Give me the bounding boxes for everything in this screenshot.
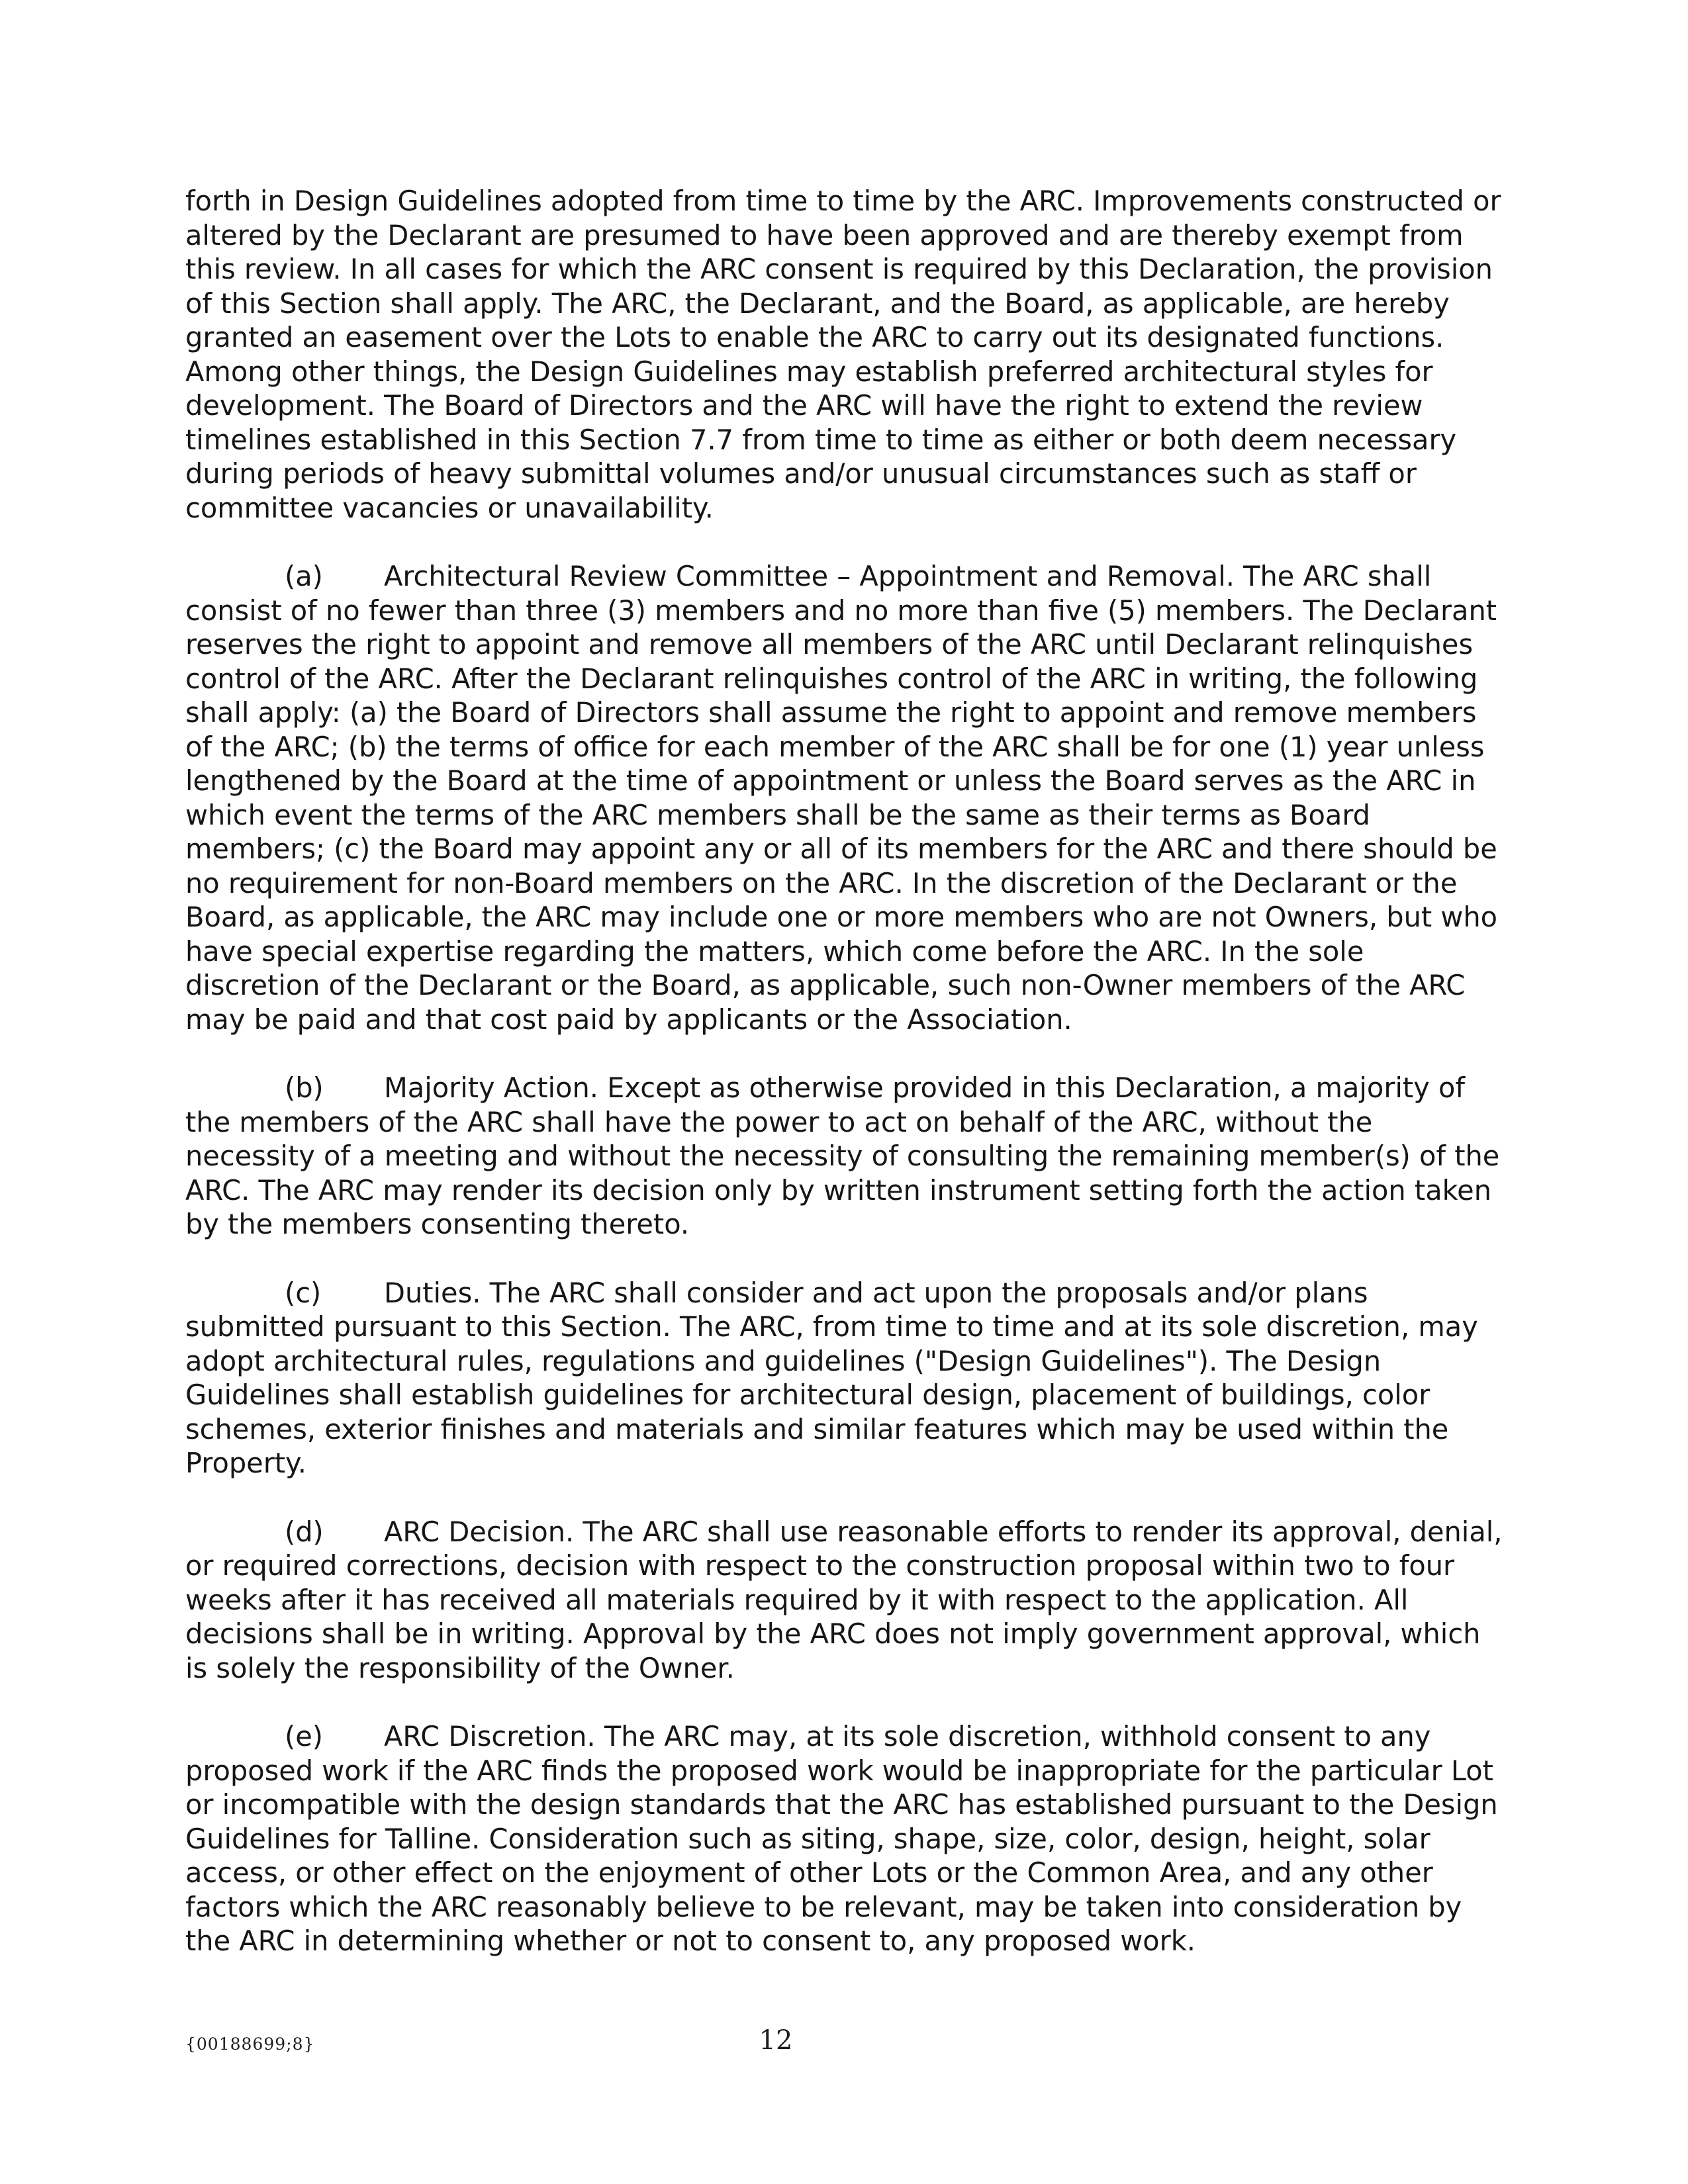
section-e-title: ARC Discretion. [384,1720,596,1752]
section-a-paragraph [185,559,1503,1036]
section-c-paragraph [185,1276,1503,1480]
section-b-title: Majority Action. [384,1071,598,1104]
section-c-text: The ARC shall consider and act upon the proposals and/or plans submitted pursuant to this Section. The ARC, from time to time and at its sole discretion, may adopt architectural rules, regulations and guidelines ("Design Guidelines"). The Design Guidelines shall establish guidelines for architectural design, placement of buildings, color schemes, exterior finishes and materials and similar features which may be used within the Property. [185,1276,1478,1479]
section-b-label: (b) [285,1071,324,1104]
section-c-label: (c) [285,1276,322,1309]
section-b-text: Except as otherwise provided in this Declaration, a majority of the members of the ARC shall have the power to act on behalf of the ARC, without the necessity of a meeting and without the necessity of consulting the remaining member(s) of the ARC. The ARC may render its decision only by written instrument setting forth the action taken by the members consenting thereto. [185,1071,1500,1240]
section-a-label: (a) [285,560,323,592]
intro-paragraph: forth in Design Guidelines adopted from time to time by the ARC. Improvements constructed or altered by the Declarant are presumed to have been approved and are thereby exempt from this review. In all cases for which the ARC consent is required by this Declaration, the provision of this Section shall apply. The ARC, the Declarant, and the Board, as applicable, are hereby granted an easement over the Lots to enable the ARC to carry out its designated functions. Among other things, the Design Guidelines may establish preferred architectural styles for development. The Board of Directors and the ARC will have the right to extend the review timelines established in this Section 7.7 from time to time as either or both deem necessary during periods of heavy submittal volumes and/or unusual circumstances such as staff or committee vacancies or unavailability. [185,185,1501,524]
section-d-title: ARC Decision. [384,1515,575,1548]
document-code: {00188699;8} [185,2034,315,2054]
document-body [185,184,1503,1993]
section-e-text: The ARC may, at its sole discretion, withhold consent to any proposed work if the ARC finds the proposed work would be inappropriate for the particular Lot or incompatible with the design standards that the ARC has established pursuant to the Design Guidelines for Talline. Consideration such as siting, shape, size, color, design, height, solar access, or other effect on the enjoyment of other Lots or the Common Area, and any other factors which the ARC reasonably believe to be relevant, may be taken into consideration by the ARC in determining whether or not to consent to, any proposed work. [185,1720,1498,1957]
section-b-paragraph [185,1071,1503,1242]
section-a-title: Architectural Review Committee – Appointment and Removal. [384,560,1235,592]
section-e-paragraph [185,1719,1503,1958]
page-number: 12 [759,2025,793,2056]
section-d-text: The ARC shall use reasonable efforts to render its approval, denial, or required corrections, decision with respect to the construction proposal within two to four weeks after it has received all materials required by it with respect to the application. All decisions shall be in writing. Approval by the ARC does not imply government approval, which is solely the responsibility of the Owner. [185,1515,1503,1684]
section-c-title: Duties. [384,1276,481,1309]
section-a-text: The ARC shall consist of no fewer than three (3) members and no more than five (5) members. The Declarant reserves the right to appoint and remove all members of the ARC until Declarant relinquishes control of the ARC. After the Declarant relinquishes control of the ARC in writing, the following shall apply: (a) the Board of Directors shall assume the right to appoint and remove members of the ARC; (b) the terms of office for each member of the ARC shall be for one (1) year unless lengthened by the Board at the time of appointment or unless the Board serves as the ARC in which event the terms of the ARC members shall be the same as their terms as Board members; (c) the Board may appoint any or all of its members for the ARC and there should be no requirement for non-Board members on the ARC. In the discretion of the Declarant or the Board, as applicable, the ARC may include one or more members who are not Owners, but who have special expertise regarding the matters, which come before the ARC. In the sole discretion of the Declarant or the Board, as applicable, such non-Owner members of the ARC may be paid and that cost paid by applicants or the Association. [185,560,1498,1036]
section-d-paragraph [185,1515,1503,1686]
section-d-label: (d) [285,1515,324,1548]
section-e-label: (e) [285,1720,323,1752]
